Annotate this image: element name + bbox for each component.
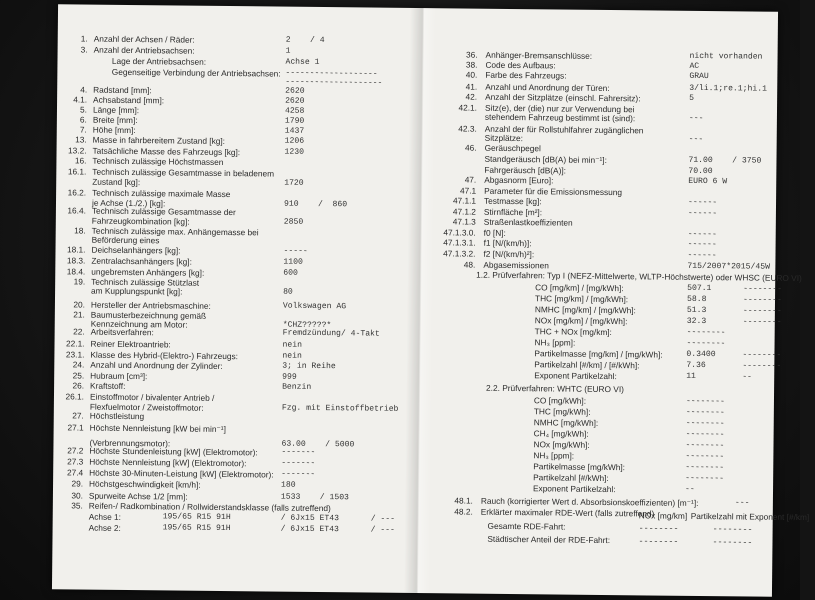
emission-value: -------- [685,418,725,429]
spec-row [423,495,773,508]
spec-value: Fremdzündung/ 4-Takt [282,328,380,339]
spec-number: 18. [74,225,86,236]
emission-value: 51.3 [686,305,707,316]
spec-label: Gesamte RDE-Fahrt: [480,520,566,532]
spec-value: 63.00 / 5000 [281,439,355,450]
spec-row [427,123,777,136]
spec-value: 2850 [283,217,304,227]
spec-label: Fahrzeugkombination [kg]: [91,215,190,227]
spec-number: 1. [80,33,88,44]
spec-value: AC [689,61,700,71]
rde-value: -------- [638,524,679,534]
spec-label: ungebremsten Anhängers [kg]: [91,266,205,278]
spec-label: Geräuschpegel [484,142,541,154]
spec-label: Hersteller der Antriebsmaschine: [90,299,211,311]
spec-number: 24. [72,359,85,370]
spec-value: ------ [687,197,718,208]
emission-label: THC [mg/km] / [mg/kWh]: [534,293,629,305]
spec-label: stehendem Fahrzeug bestimmt ist (sind): [484,111,636,124]
emission-value: -------- [685,473,725,484]
spec-label: Anzahl der Antriebsachsen: [93,44,195,56]
spec-row [55,326,410,339]
spec-row [55,318,410,331]
left-page [52,4,413,593]
spec-number: 47.1 [459,185,477,196]
emission-section-title: 2.2. Prüfverfahren: WHTC (EURO VI) [486,382,624,395]
spec-label: Höchste 30-Minuten-Leistung [kW] (Elektromotor): [89,467,274,480]
emission-label: Partikelzahl [#/km] / [#/kWh]: [534,359,640,371]
emission-label: Partikelmasse [mg/km] / [mg/kWh]: [534,348,663,360]
spec-row [57,94,412,106]
spec-value: 71.00 / 3750 [688,155,762,166]
spec-label: Zentralachsanhängers [kg]: [91,255,192,267]
spec-number: 42.3. [458,123,477,134]
emission-value-2: -- [742,372,752,382]
emission-value-2: -------- [742,306,782,316]
emission-label: NH₃ [ppm]: [534,337,576,348]
spec-row [426,206,776,219]
spec-number: 47.1.1 [452,195,477,206]
spec-number: 48.1. [454,495,473,506]
emission-value: 7.36 [686,360,706,371]
spec-number: 22.1. [66,338,85,349]
spec-number: 36. [465,49,478,60]
spec-row [53,490,408,503]
spec-value: 1790 [284,116,305,126]
emission-value: 58.8 [686,294,707,305]
emission-label: NMHC [mg/km] / [mg/kWh]: [534,304,636,316]
spec-row [55,299,410,312]
spec-number: 29. [71,478,84,489]
spec-value: EURO 6 W [688,176,728,187]
emission-value: -------- [685,451,725,462]
spec-label: Anzahl der für Rollstuhlfahrer zugänglichen [484,123,644,136]
spec-value: 5 [689,93,695,103]
spec-value: ----- [283,246,308,256]
spec-value: ------ [687,208,718,219]
spec-number: 20. [73,299,85,310]
spec-label: Straßenlastkoeffizienten [483,216,573,228]
spec-row [426,174,776,187]
spec-number: 47.1.3 [452,216,476,227]
spec-label: Städtischer Anteil der RDE-Fahrt: [480,533,611,546]
spec-number: 5. [80,104,88,115]
spec-value: 1100 [283,257,303,267]
axle-label: Achse 1: [88,511,122,522]
emission-value-2: -------- [742,361,782,371]
spec-value: --- [688,113,704,124]
spec-number: 13.2. [68,145,87,156]
spec-row [58,33,413,46]
spec-value: 910 / 860 [283,199,348,210]
spec-number: 18.1. [66,244,86,255]
spec-label: Reifen-/ Radkombination / Rollwiderstandsklasse (falls zutreffend) [88,500,331,514]
axle-extra: / --- [370,525,395,535]
spec-number: 30. [71,490,83,501]
spec-label: Höhe [mm]: [92,124,136,136]
spec-number: 7. [79,124,87,135]
spec-row [57,66,412,79]
emission-value: 507.1 [687,283,712,294]
spec-number: 48. [463,259,476,270]
spec-label: f1 [N/(km/h)]: [483,237,532,249]
emission-value: -------- [686,327,726,338]
spec-number: 47.1.3.0. [443,227,476,238]
spec-number: 27.1 [67,422,84,433]
spec-row [58,44,413,56]
rde-value: -------- [712,525,753,535]
axle-rim: / 6Jx15 ET43 [280,513,340,524]
spec-number: 18.4. [66,266,86,277]
spec-number: 47.1.3.2. [443,248,476,259]
spec-number: 19. [73,276,86,287]
spec-label: Anzahl der Sitzplätze (einschl. Fahrersitz): [485,91,641,104]
spec-row [53,500,408,514]
spec-label: Höchstgeschwindigkeit [km/h]: [89,478,201,490]
spec-label: Technisch zulässige Gesamtmasse der [91,205,236,218]
spec-row [427,69,777,82]
spec-label: Technisch zulässige max. Anhängemasse bei [91,225,259,238]
spec-label: Technisch zulässige Stützlast [91,276,200,288]
spec-label: Reiner Elektroantrieb: [90,338,171,350]
spec-row [53,445,408,458]
emission-value: 11 [686,371,696,381]
emission-value: 0.3400 [686,349,716,360]
emission-label: Exponent Partikelzahl: [534,370,617,382]
spec-number: 38. [465,59,478,70]
rde-nox-header: NOx [mg/km] [638,510,688,521]
spec-value: 1437 [284,126,305,136]
spec-label: Abgasemissionen [483,259,549,271]
spec-value: --- [734,498,750,508]
emission-label: Partikelmasse [mg/kWh]: [533,461,626,473]
spec-label: f2 [N/(km/h)²]: [483,248,535,260]
spec-value: 1533 / 1503 [280,492,349,503]
emission-label: CO [mg/km] / [mg/kWh]: [535,282,624,294]
spec-label: Einstoffmotor / bivalenter Antrieb / [89,391,215,403]
spec-value: 70.00 [688,166,713,177]
spec-row [426,227,776,240]
spec-value: 2 / 4 [285,35,325,46]
spec-value: 3/li.1;re.1;hi.1 [689,83,767,94]
spec-label: Anzahl und Anordnung der Türen: [485,81,610,94]
spec-number: 21. [73,309,85,320]
emission-label: THC + NOx [mg/km]: [534,326,612,338]
spec-label: Code des Aufbaus: [485,59,556,71]
spec-value: 600 [283,268,298,278]
spec-label: Beförderung eines [91,234,160,246]
spec-value: ------ [687,239,717,250]
spec-label: Baumusterbezeichnung gemäß [90,309,207,321]
spec-label: Höchste Stundenleistung [kW] (Elektromotor): [89,445,258,458]
spec-value: 180 [281,480,296,490]
spec-number: 16.4. [67,205,86,216]
rde-value: -------- [638,537,679,547]
spec-value: Benzin [282,382,312,392]
spec-row [55,255,410,267]
spec-number: 47.1.3.1. [443,237,476,248]
spec-number: 47. [464,174,477,185]
spec-value: GRAU [689,71,709,82]
emission-value: -------- [685,407,725,418]
spec-number: 27. [72,410,84,421]
spec-value: ------- [281,469,316,479]
spec-label: 1.2. Prüfverfahren: Typ I (NEFZ-Mittelwerte, WLTP-Höchstwerte) oder WHSC (EURO VI) [469,269,802,284]
spec-label: Radstand [mm]: [93,84,152,96]
spec-row [57,114,412,126]
spec-number: 26.1. [65,391,85,402]
spec-value: ------ [687,250,717,261]
spec-label: Zustand [kg]: [92,176,141,188]
spec-row [54,401,409,414]
emission-value-2: -------- [742,350,782,360]
spec-label: Kraftstoff: [90,380,126,391]
spec-value: nein [282,340,303,350]
emission-label: Partikelzahl [#/kWh]: [533,472,609,484]
spec-value: 3; in Reihe [282,361,336,372]
spec-value: 1230 [284,147,305,157]
spec-value: nein [282,351,302,361]
spec-label: Kennzeichnung am Motor: [90,318,188,330]
spec-row [56,244,411,256]
spec-label: Anzahl der Achsen / Räder: [93,33,195,45]
spec-row [54,370,409,382]
spec-row [427,142,777,154]
spec-number: 13. [75,134,87,145]
spec-row [57,145,412,158]
spec-value: --- [688,134,704,145]
spec-value: Achse 1 [285,57,320,67]
emission-value: -------- [686,338,726,349]
right-page [422,8,810,597]
spec-row [56,197,411,210]
spec-row [427,81,777,94]
spec-value: Fzg. mit Einstoffbetrieb [281,403,399,414]
spec-label: Spurweite Achse 1/2 [mm]: [88,490,188,502]
spec-label: Abgasnorm [Euro]: [484,174,554,186]
spec-value: 1206 [284,136,305,146]
spec-row [56,166,411,179]
spec-label: Standgeräusch [dB(A) bei min⁻¹]: [484,153,607,166]
spec-label: Farbe des Fahrzeugs: [485,69,567,81]
spec-label: Sitz(e), der (die) nur zur Verwendung bei [484,102,635,115]
spec-label: Parameter für die Emissionsmessung [484,185,623,198]
spec-label: Breite [mm]: [92,114,138,126]
spec-label: Stirnfläche [m²]: [483,206,543,218]
spec-number: 16. [74,155,87,166]
rde-pn-header: Partikelzahl mit Exponent [#/km] [690,510,810,523]
spec-label: Masse in fahrbereitem Zustand [kg]: [92,134,226,147]
spec-label: Rauch (korrigierter Wert d. Absorbsionskoeffizienten) [m⁻¹]: [480,495,699,508]
vehicle-document-sheet [52,4,810,597]
emission-value-2: -------- [743,284,783,294]
spec-number: 18.3. [66,255,86,266]
spec-value: nicht vorhanden [689,51,763,62]
spec-number: 26. [72,380,85,391]
spec-value: ------------------- [285,68,378,79]
emission-label: CO [mg/kWh]: [533,395,587,406]
spec-value: 1720 [284,178,304,188]
spec-row [57,124,412,136]
spec-number: 16.2. [67,187,87,198]
spec-number: 4.1. [73,94,88,105]
spec-row [57,134,412,147]
axle-rim: / 6Jx15 ET43 [280,524,339,535]
spec-number: 25. [72,370,85,381]
spec-row [426,216,776,228]
spec-row [54,391,409,403]
spec-number: 22. [73,326,85,337]
spec-value: 80 [283,287,293,297]
spec-value: ------ [687,229,717,240]
spec-row [55,285,410,297]
spec-label: Flexfuelmotor / Zweistoffmotor: [89,401,204,413]
emission-label: NOx [mg/km] / [mg/kWh]: [534,315,628,327]
emission-value: -------- [685,440,725,451]
spec-number: 41. [465,81,478,92]
spec-label: (Verbrennungsmotor): [89,437,171,449]
spec-label: je Achse (1./2.) [kg]: [91,197,166,209]
spec-row [55,309,410,321]
spec-row [426,237,776,250]
spec-label: Höchste Nennleistung [kW] (Elektromotor): [89,456,247,469]
emission-label: THC [mg/kWh]: [533,406,591,417]
spec-number: 27.4 [66,467,84,478]
spec-value: 2620 [285,96,305,106]
spec-label: Hubraum [cm³]: [90,370,148,382]
spec-value: ------- [281,447,316,457]
spec-label: Höchstleistung [89,410,145,422]
rde-value: -------- [712,538,753,548]
emission-value: -------- [685,462,725,473]
spec-label: Testmasse [kg]: [483,195,542,207]
spec-row [425,259,775,272]
spec-value: -------------------- [285,77,383,88]
axle-tyre: 195/65 R15 91H [162,512,231,523]
spec-row [56,187,411,200]
spec-row [54,380,409,392]
spec-label: Tatsächliche Masse des Fahrzeugs [kg]: [92,145,241,158]
emission-label: NMHC [mg/kWh]: [533,417,599,428]
spec-row [54,349,409,362]
spec-value: *CHZ?????* [282,320,332,331]
spec-label: Klasse des Hybrid-(Elektro-) Fahrzeugs: [90,349,239,362]
spec-label: Technisch zulässige Gesamtmasse in beladenem [92,166,275,179]
spec-label: Deichselanhängers [kg]: [91,244,181,256]
spec-number: 23.1. [65,349,85,360]
spec-label: Höchste Nennleistung [kW bei min⁻¹] [89,422,226,435]
emission-value-2: -------- [742,317,782,327]
emission-value: -------- [685,429,725,440]
axle-tyre: 195/65 R15 91H [162,523,231,534]
emission-value: 32.3 [686,316,707,327]
spec-row [54,422,409,435]
spec-row [57,104,412,116]
spec-label: Gegenseitige Verbindung der Antriebsachsen: [93,66,281,79]
spec-number: 3. [80,44,88,55]
emission-value: -------- [685,396,725,407]
spec-label: Sitzplätze: [484,132,524,144]
spec-label: Technisch zulässige maximale Masse [92,187,231,200]
spec-number: 6. [79,114,87,125]
spec-label: am Kupplungspunkt [kg]: [91,285,183,297]
spec-label: Anzahl und Anordnung der Zylinder: [90,359,223,371]
spec-label: f0 [N]: [483,227,506,238]
emission-value-2: -------- [742,295,782,305]
emission-label: CH₄ [mg/kWh]: [533,428,589,439]
spec-number: 16.1. [67,166,87,177]
spec-row [54,437,409,450]
spec-number: 42. [465,91,478,102]
spec-label: Anhänger-Bremsanschlüsse: [485,49,593,61]
spec-value: 4258 [284,106,305,116]
spec-row [428,49,778,62]
spec-value: 1 [285,46,291,56]
spec-number: 48.2. [454,506,473,517]
spec-row [56,205,411,218]
spec-row [55,266,410,278]
spec-row [55,276,410,288]
spec-label: Lage der Antriebsachsen: [93,55,207,67]
spec-number: 35. [71,500,83,511]
spec-value: 2620 [285,86,305,96]
spec-label: Erklärter maximaler RDE-Wert (falls zutreffend) [480,506,655,519]
spec-row [427,153,777,166]
spec-number: 40. [465,69,478,80]
spec-number: 47.1.2 [452,206,476,217]
spec-value: ------- [281,458,316,468]
emission-label: Exponent Partikelzahl: [532,483,616,495]
spec-label: Technisch zulässige Höchstmassen [92,155,224,167]
spec-label: Fahrgeräusch [dB(A)]: [484,164,567,176]
spec-value: 715/2007*2015/45W [687,261,770,272]
spec-value: Volkswagen AG [282,301,347,312]
emission-value: -- [684,484,695,494]
spec-number: 27.2 [67,445,84,456]
spec-label: Achsabstand [mm]: [93,94,165,106]
spec-value: 999 [282,372,297,382]
spec-label: Arbeitsverfahren: [90,326,154,338]
spec-row [426,248,776,261]
spec-label: Länge [mm]: [92,104,140,116]
spec-number: 42.1. [458,102,478,113]
spec-number: 27.3 [67,456,84,467]
spec-number: 4. [80,84,88,95]
axle-label: Achse 2: [88,522,121,533]
spec-row [58,55,413,67]
emission-label: NH₃ [ppm]: [533,450,575,461]
spec-row [56,225,411,238]
spec-number: 46. [465,142,477,153]
axle-extra: / --- [370,514,396,524]
emission-label: NOx [mg/kWh]: [533,439,590,450]
